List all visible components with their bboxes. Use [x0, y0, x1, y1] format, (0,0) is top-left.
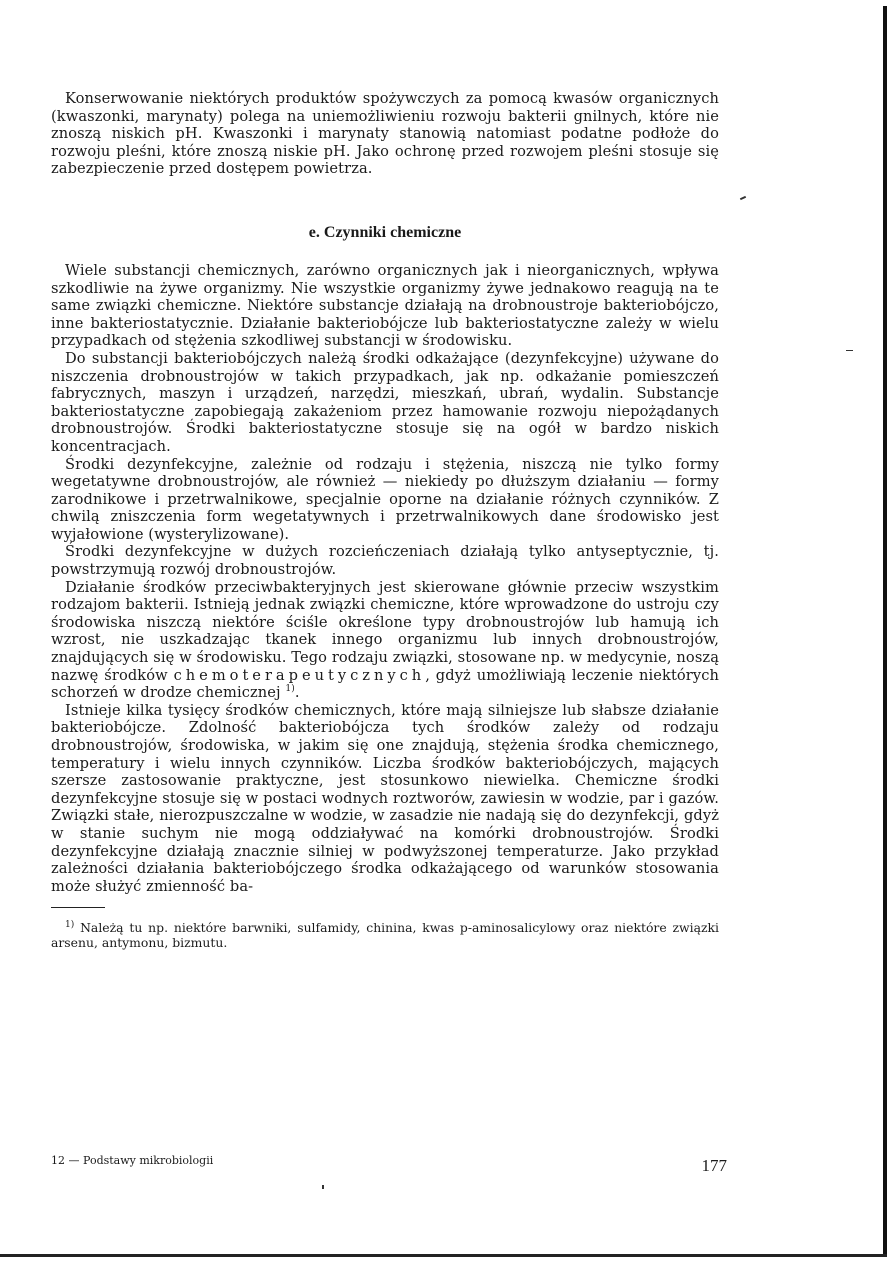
paragraph: Istnieje kilka tysięcy środków chemicznych, które mają silniejsze lub słabsze działanie bakteriobójcze. Zdolność bakteriobójcza tych środków zależy od rodzaju drobnoustrojów, środowiska, w jakim się one znajdują, stężenia środka chemicznego, temperatury i wielu innych czynników. Liczba środków bakteriobójczych, mających szersze zastosowanie praktyczne, jest stosunkowo niewielka. Chemiczne środki dezynfekcyjne stosuje się w postaci wodnych roztworów, zawiesin w wodzie, par i gazów. Związki stałe, nierozpuszczalne w wodzie, w zasadzie nie nadają się do dezynfekcji, gdyż w stanie suchym nie mogą oddziaływać na komórki drobnoustrojów. Środki dezynfekcyjne działają znacznie silniej w podwyższonej temperaturze. Jako przykład zależności działania bakteriobójczego środka odkażającego od warunków stosowania może służyć zmienność ba-	[51, 701, 719, 895]
text: .	[294, 684, 300, 702]
page-number: 177	[701, 1156, 727, 1175]
text: Działanie środków przeciwbakteryjnych jest skierowane głównie przeciw wszystkim rodzajom bakterii. Istnieją jednak związki chemiczne, które wprowadzone do ustroju czy środowiska niszczą niektóre ściśle określone typy drobnoustrojów lub hamują ich wzrost, nie uszkadzając tkanek innego organizmu lub innych drobnoustrojów, znajdujących się w środowisku. Tego rodzaju związki, stosowane np. w medycynie, noszą nazwę środków	[51, 578, 719, 684]
page-edge-right	[883, 6, 887, 1256]
page-edge-bottom	[0, 1254, 887, 1257]
page-content	[51, 90, 719, 950]
scan-speck	[322, 1185, 324, 1189]
scan-speck	[846, 350, 853, 351]
paragraph: Środki dezynfekcyjne w dużych rozcieńczeniach działają tylko antyseptycznie, tj. powstrzymują rozwój drobnoustrojów.	[51, 543, 719, 579]
emphasized-term: chemoterapeutycznych	[173, 666, 426, 684]
paragraph: Do substancji bakteriobójczych należą środki odkażające (dezynfekcyjne) używane do niszczenia drobnoustrojów w takich przypadkach, jak np. odkażanie pomieszczeń fabrycznych, maszyn i urządzeń, narzędzi, mieszkań, ubrań, wydalin. Substancje bakteriostatyczne zapobiegają zakażeniom przez hamowanie rozwoju niepożądanych drobnoustrojów. Środki bakteriostatyczne stosuje się na ogół w bardzo niskich koncentracjach.	[51, 349, 719, 455]
section-heading: e. Czynniki chemiczne	[308, 223, 462, 241]
signature-mark: 12 — Podstawy mikrobiologii	[51, 1154, 214, 1167]
footnote-text: Należą tu np. niektóre barwniki, sulfamidy, chinina, kwas p-aminosalicylowy oraz niektóre związki arsenu, antymonu, bizmutu.	[51, 920, 719, 951]
page-footer	[51, 1150, 727, 1180]
footnote-reference[interactable]: 1)	[285, 684, 295, 695]
paragraph-chemotherapy	[51, 579, 719, 702]
intro-paragraph: Konserwowanie niektórych produktów spożywczych za pomocą kwasów organicznych (kwaszonki, marynaty) polega na uniemożliwieniu rozwoju bakterii gnilnych, które nie znoszą niskich pH. Kwaszonki i marynaty stanowią natomiast podatne podłoże do rozwoju pleśni, które znoszą niskie pH. Jako ochronę przed rozwojem pleśni stosuje się zabezpieczenie przed dostępem powietrza.	[51, 90, 719, 178]
footnote	[51, 920, 719, 950]
text: , gdyż umożliwiają leczenie niektórych schorzeń w drodze chemicznej	[51, 666, 720, 702]
section-body	[51, 262, 719, 895]
scan-speck	[740, 196, 746, 200]
footnote-marker: 1)	[65, 920, 75, 931]
footnote-divider	[51, 907, 105, 908]
paragraph: Wiele substancji chemicznych, zarówno organicznych jak i nieorganicznych, wpływa szkodliwie na żywe organizmy. Nie wszystkie organizmy żywe jednakowo reagują na te same związki chemiczne. Niektóre substancje działają na drobnoustroje bakteriobójczo, inne bakteriostatycznie. Działanie bakteriobójcze lub bakteriostatyczne zależy w wielu przypadkach od stężenia szkodliwej substancji w środowisku.	[51, 261, 719, 350]
paragraph: Środki dezynfekcyjne, zależnie od rodzaju i stężenia, niszczą nie tylko formy wegetatywne drobnoustrojów, ale również — niekiedy po dłuższym działaniu — formy zarodnikowe i przetrwalnikowe, specjalnie oporne na działanie różnych czynników. Z chwilą zniszczenia form wegetatywnych i przetrwalnikowych dane środowisko jest wyjałowione (wysterylizowane).	[51, 455, 719, 543]
